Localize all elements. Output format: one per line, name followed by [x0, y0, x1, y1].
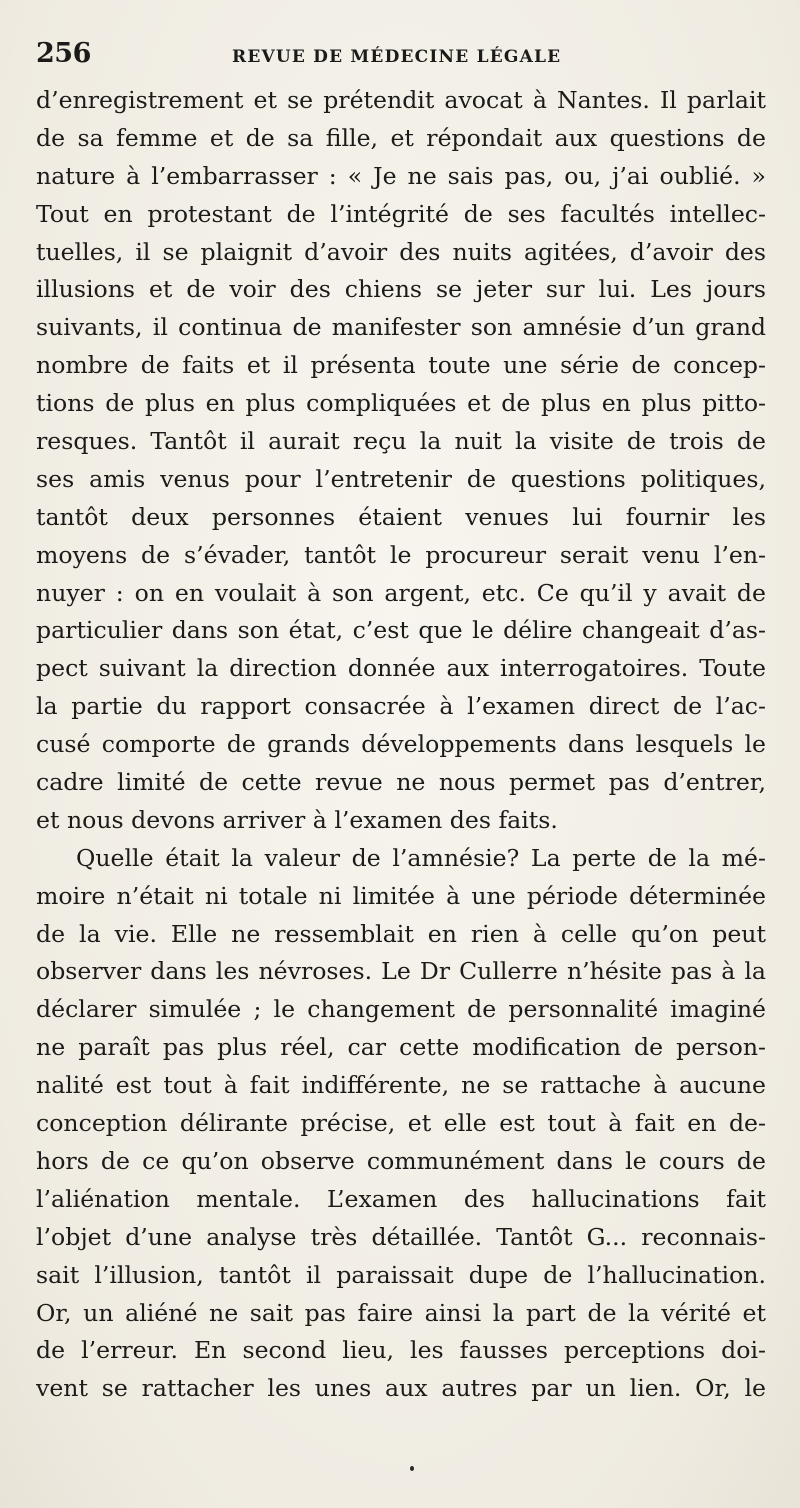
text-line: suivants, il continua de manifester son amnésie d’un grand: [36, 313, 766, 342]
text-line: tions de plus en plus compliquées et de plus en plus pitto-: [36, 389, 766, 418]
text-line: moyens de s’évader, tantôt le procureur serait venu l’en-: [36, 540, 766, 569]
running-title: REVUE DE MÉDECINE LÉGALE: [232, 47, 562, 67]
text-line: hors de ce qu’on observe communément dans le cours de: [36, 1146, 766, 1175]
text-line: tantôt deux personnes étaient venues lui fournir les: [36, 502, 766, 531]
text-line: de l’erreur. En second lieu, les fausses perceptions doi-: [36, 1336, 766, 1365]
text-line: Or, un aliéné ne sait pas faire ainsi la part de la vérité et: [36, 1298, 766, 1327]
text-line: nature à l’embarrasser : « Je ne sais pas, ou, j’ai oublié. »: [36, 161, 766, 190]
text-line: ne paraît pas plus réel, car cette modification de person-: [36, 1033, 766, 1062]
page-number: 256: [36, 38, 91, 69]
text-line: nuyer : on en voulait à son argent, etc. Ce qu’il y avait de: [36, 578, 766, 607]
paragraph-first-line: Quelle était la valeur de l’amnésie? La perte de la mé-: [76, 843, 766, 872]
text-line: sait l’illusion, tantôt il paraissait dupe de l’hallucination.: [36, 1260, 766, 1289]
text-line: illusions et de voir des chiens se jeter sur lui. Les jours: [36, 275, 766, 304]
text-line: conception délirante précise, et elle est tout à fait en de-: [36, 1109, 766, 1138]
text-line: cusé comporte de grands développements dans lesquels le: [36, 730, 766, 759]
text-line: de la vie. Elle ne ressemblait en rien à celle qu’on peut: [36, 919, 766, 948]
text-line: tuelles, il se plaignit d’avoir des nuits agitées, d’avoir des: [36, 237, 766, 266]
text-line: nalité est tout à fait indifférente, ne se rattache à aucune: [36, 1071, 766, 1100]
text-line: et nous devons arriver à l’examen des faits.: [36, 805, 558, 834]
text-line: vent se rattacher les unes aux autres par un lien. Or, le: [36, 1374, 766, 1403]
text-line: déclarer simulée ; le changement de personnalité imaginé: [36, 995, 766, 1024]
text-line: observer dans les névroses. Le Dr Cullerre n’hésite pas à la: [36, 957, 766, 986]
text-line: de sa femme et de sa fille, et répondait aux questions de: [36, 123, 766, 152]
body-text: [36, 82, 766, 1408]
text-line: Tout en protestant de l’intégrité de ses facultés intellec-: [36, 199, 766, 228]
text-line: nombre de faits et il présenta toute une série de concep-: [36, 351, 766, 380]
text-line: ses amis venus pour l’entretenir de questions politiques,: [36, 464, 766, 493]
text-line: resques. Tantôt il aurait reçu la nuit la visite de trois de: [36, 427, 766, 456]
text-line: l’objet d’une analyse très détaillée. Tantôt G... reconnais-: [36, 1222, 766, 1251]
page-header: [36, 38, 762, 78]
ink-speck: [410, 1466, 414, 1471]
text-line: d’enregistrement et se prétendit avocat à Nantes. Il parlait: [36, 86, 766, 114]
text-line: la partie du rapport consacrée à l’examen direct de l’ac-: [36, 692, 766, 721]
text-line: cadre limité de cette revue ne nous permet pas d’entrer,: [36, 768, 766, 797]
text-line: moire n’était ni totale ni limitée à une période déterminée: [36, 881, 766, 910]
text-line: pect suivant la direction donnée aux interrogatoires. Toute: [36, 654, 766, 683]
text-line: l’aliénation mentale. L’examen des hallucinations fait: [36, 1184, 766, 1213]
text-line: particulier dans son état, c’est que le délire changeait d’as-: [36, 616, 766, 645]
